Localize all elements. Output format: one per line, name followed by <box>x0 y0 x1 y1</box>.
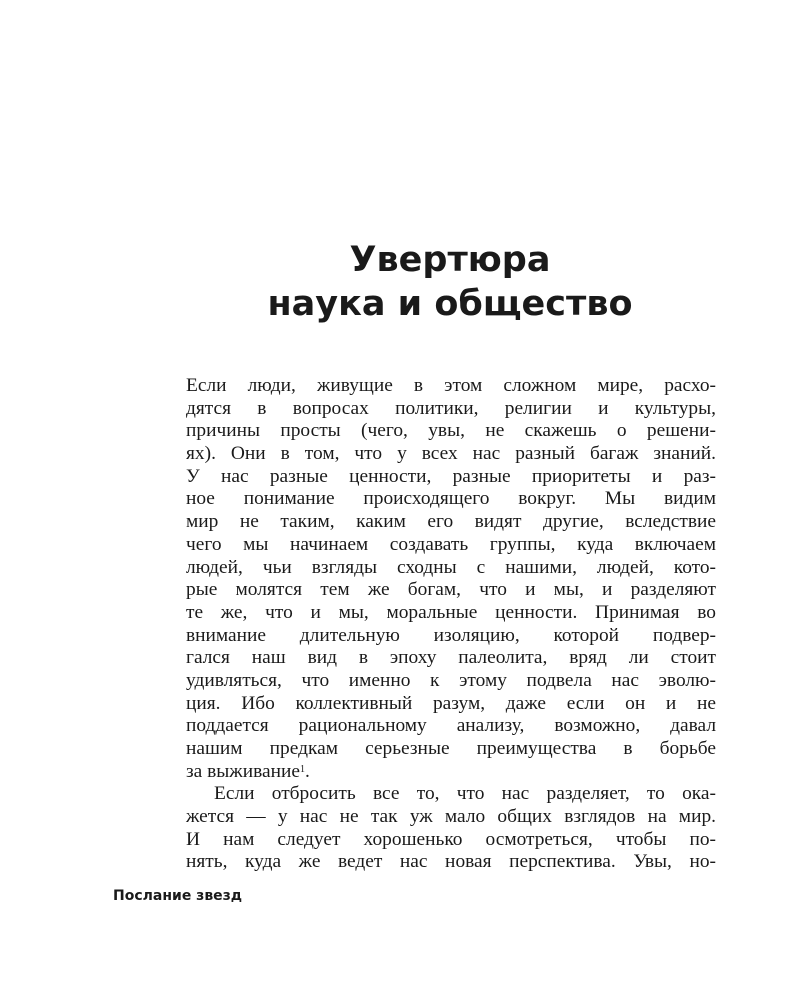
text-line: И нам следует хорошенько осмотреться, чтобы по- <box>186 828 716 850</box>
text-line: те же, что и мы, моральные ценности. Принимая во <box>186 601 716 623</box>
text-line: У нас разные ценности, разные приоритеты и раз- <box>186 465 716 487</box>
chapter-title <box>250 238 650 326</box>
chapter-title-line-1: Увертюра <box>349 240 551 280</box>
text-line-last <box>186 761 716 784</box>
running-footer-title: Послание звезд <box>113 888 243 904</box>
text-fragment: за выживание <box>186 760 300 782</box>
paragraph-2 <box>186 783 716 874</box>
text-line: Если отбросить все то, что нас разделяет, то ока- <box>214 783 716 805</box>
text-line: жется — у нас не так уж мало общих взглядов на мир. <box>186 806 716 828</box>
paragraph-1 <box>186 375 716 783</box>
text-fragment: . <box>304 760 310 782</box>
text-line: гался наш вид в эпоху палеолита, вряд ли стоит <box>186 647 716 669</box>
text-line: чего мы начинаем создавать группы, куда включаем <box>186 533 716 555</box>
text-line: людей, чьи взгляды сходны с нашими, людей, кото- <box>186 556 716 578</box>
text-line: нашим предкам серьезные преимущества в борьбе <box>186 738 716 759</box>
text-line: ях). Они в том, что у всех нас разный багаж знаний. <box>186 443 716 465</box>
footnote-marker[interactable]: 1 <box>299 763 305 775</box>
text-line: причины просты (чего, увы, не скажешь о решени- <box>186 420 716 442</box>
text-line: мир не таким, каким его видят другие, вследствие <box>186 511 716 533</box>
text-line: поддается рациональному анализу, возможно, давал <box>186 715 716 737</box>
text-line: ция. Ибо коллективный разум, даже если он и не <box>186 692 716 714</box>
body-text <box>186 375 716 874</box>
chapter-title-line-2: наука и общество <box>267 284 633 324</box>
text-line: Если люди, живущие в этом сложном мире, расхо- <box>186 375 716 396</box>
text-line: внимание длительную изоляцию, которой подвер- <box>186 624 716 646</box>
text-line: ное понимание происходящего вокруг. Мы видим <box>186 488 716 510</box>
text-line: нять, куда же ведет нас новая перспектива. Увы, но- <box>186 851 716 873</box>
text-line: удивляться, что именно к этому подвела нас эволю- <box>186 669 716 691</box>
text-line: дятся в вопросах политики, религии и культуры, <box>186 397 716 419</box>
text-line: рые молятся тем же богам, что и мы, и разделяют <box>186 579 716 601</box>
